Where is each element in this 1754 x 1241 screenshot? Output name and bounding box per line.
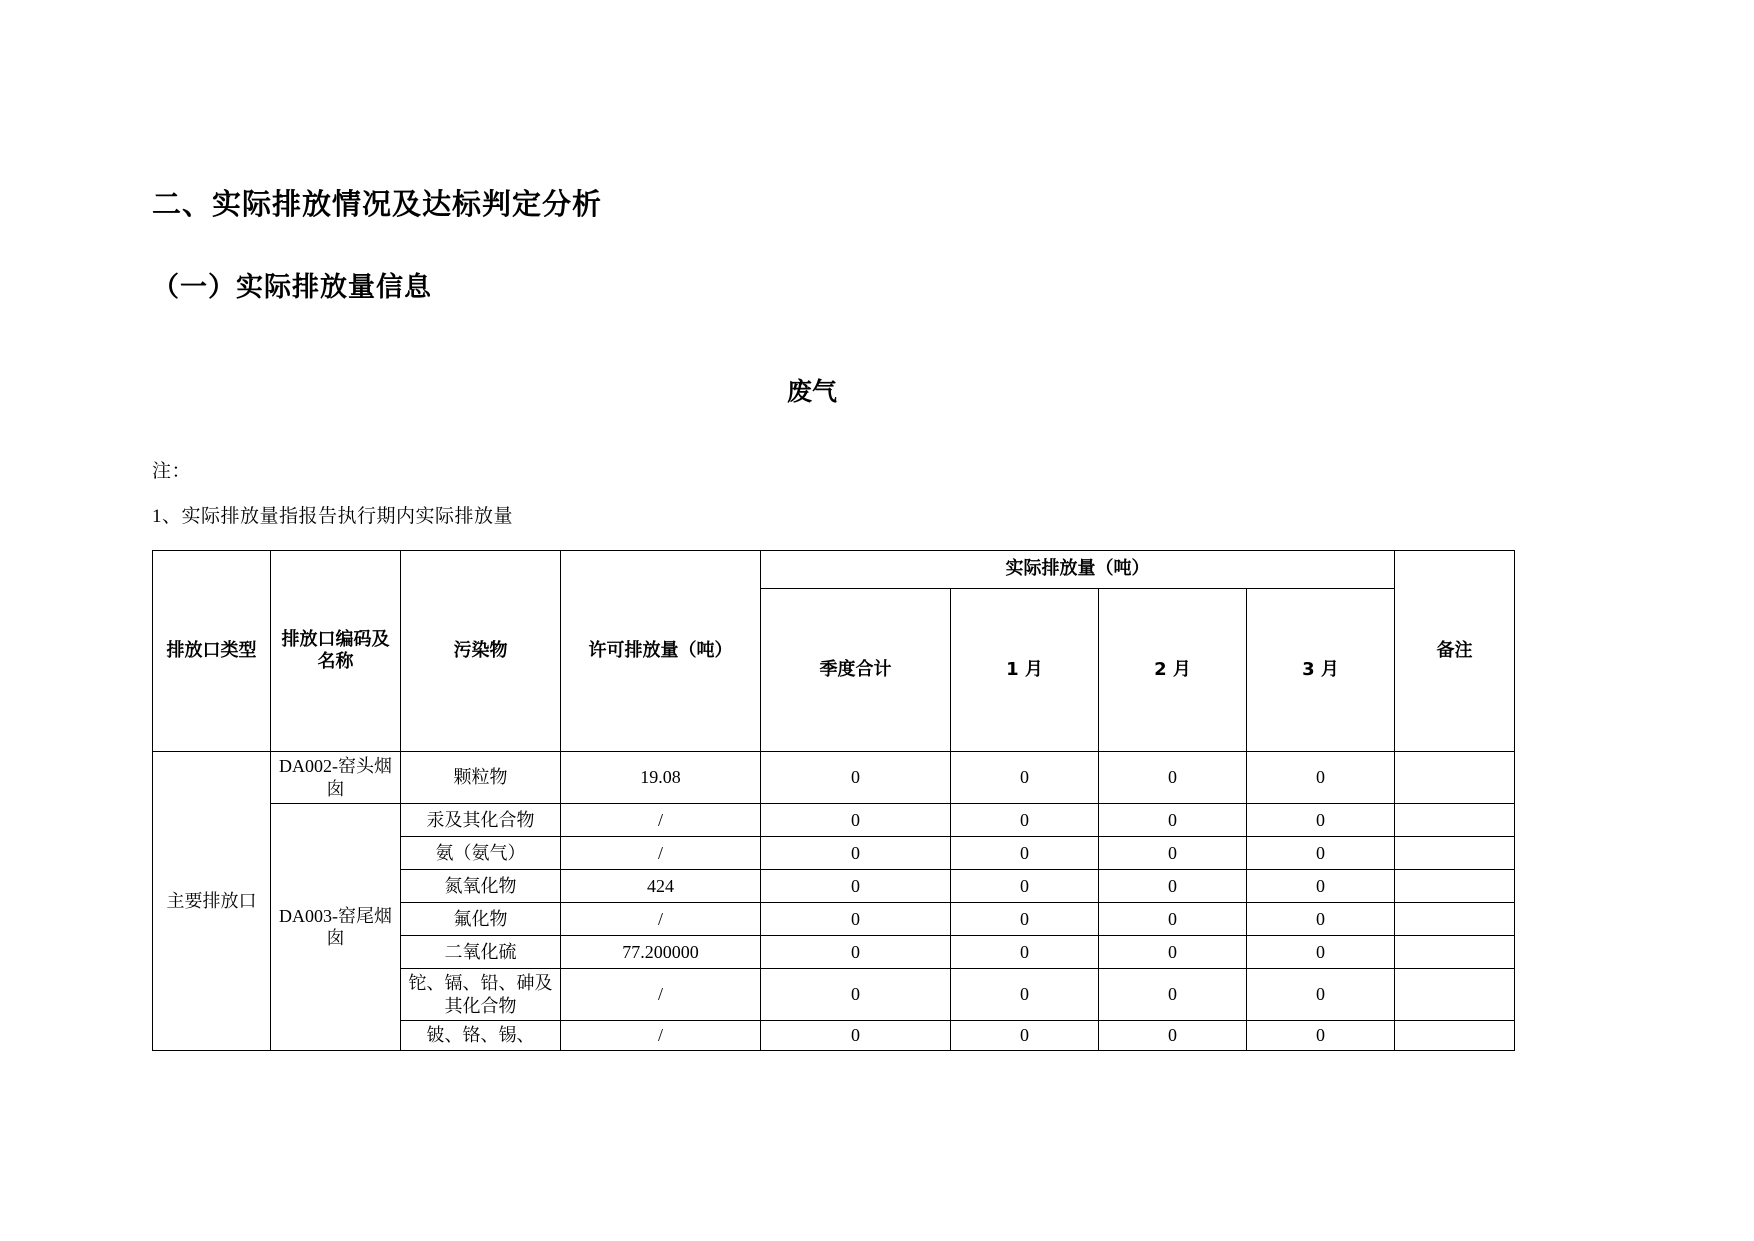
cell-quarter-total: 0 [761, 969, 951, 1021]
cell-month-3: 0 [1247, 969, 1395, 1021]
header-remark: 备注 [1395, 551, 1515, 752]
cell-permitted: / [561, 837, 761, 870]
cell-outlet-code-name: DA003-窑尾烟囱 [271, 804, 401, 1051]
cell-permitted: 19.08 [561, 752, 761, 804]
cell-permitted: / [561, 969, 761, 1021]
table-row [153, 804, 1515, 837]
table-caption: 废气 [786, 377, 837, 406]
subsection-title: （一）实际排放量信息 [152, 272, 432, 303]
table-header-row-top [153, 551, 1515, 589]
cell-month-1: 0 [951, 752, 1099, 804]
cell-month-3: 0 [1247, 837, 1395, 870]
cell-month-2: 0 [1099, 870, 1247, 903]
note-item-1: 1、实际排放量指报告执行期内实际排放量 [152, 506, 514, 527]
header-month-1: 1 月 [951, 589, 1099, 752]
cell-month-2: 0 [1099, 936, 1247, 969]
header-actual-group: 实际排放量（吨） [761, 551, 1395, 589]
cell-month-3: 0 [1247, 752, 1395, 804]
cell-permitted: 424 [561, 870, 761, 903]
cell-permitted: / [561, 903, 761, 936]
cell-month-2: 0 [1099, 837, 1247, 870]
cell-remark [1395, 903, 1515, 936]
cell-month-3: 0 [1247, 936, 1395, 969]
cell-outlet-type: 主要排放口 [153, 752, 271, 1051]
cell-month-2: 0 [1099, 804, 1247, 837]
cell-permitted: / [561, 1021, 761, 1051]
cell-quarter-total: 0 [761, 804, 951, 837]
cell-remark [1395, 804, 1515, 837]
cell-month-2: 0 [1099, 1021, 1247, 1051]
cell-remark [1395, 870, 1515, 903]
cell-month-1: 0 [951, 936, 1099, 969]
cell-quarter-total: 0 [761, 936, 951, 969]
cell-remark [1395, 837, 1515, 870]
cell-pollutant: 颗粒物 [401, 752, 561, 804]
cell-pollutant: 二氧化硫 [401, 936, 561, 969]
header-quarter-total: 季度合计 [761, 589, 951, 752]
cell-pollutant: 氮氧化物 [401, 870, 561, 903]
cell-pollutant: 汞及其化合物 [401, 804, 561, 837]
cell-permitted: / [561, 804, 761, 837]
note-label: 注： [152, 461, 192, 482]
cell-month-1: 0 [951, 903, 1099, 936]
cell-remark [1395, 1021, 1515, 1051]
cell-quarter-total: 0 [761, 752, 951, 804]
header-month-2: 2 月 [1099, 589, 1247, 752]
header-pollutant: 污染物 [401, 551, 561, 752]
header-outlet-type: 排放口类型 [153, 551, 271, 752]
cell-month-3: 0 [1247, 903, 1395, 936]
cell-pollutant: 氨（氨气） [401, 837, 561, 870]
emission-table [152, 550, 1515, 1051]
cell-month-3: 0 [1247, 804, 1395, 837]
page-title: 二、实际排放情况及达标判定分析 [152, 187, 603, 221]
cell-quarter-total: 0 [761, 903, 951, 936]
cell-month-2: 0 [1099, 903, 1247, 936]
table-row [153, 752, 1515, 804]
cell-month-3: 0 [1247, 870, 1395, 903]
cell-quarter-total: 0 [761, 870, 951, 903]
cell-month-1: 0 [951, 1021, 1099, 1051]
cell-pollutant: 铍、铬、锡、 [401, 1021, 561, 1051]
header-outlet-code-name: 排放口编码及名称 [271, 551, 401, 752]
cell-quarter-total: 0 [761, 1021, 951, 1051]
cell-remark [1395, 936, 1515, 969]
cell-pollutant: 铊、镉、铅、砷及其化合物 [401, 969, 561, 1021]
cell-permitted: 77.200000 [561, 936, 761, 969]
cell-month-1: 0 [951, 969, 1099, 1021]
cell-month-1: 0 [951, 804, 1099, 837]
cell-month-1: 0 [951, 870, 1099, 903]
cell-remark [1395, 752, 1515, 804]
cell-outlet-code-name: DA002-窑头烟囱 [271, 752, 401, 804]
header-permitted-amount: 许可排放量（吨） [561, 551, 761, 752]
header-month-3: 3 月 [1247, 589, 1395, 752]
cell-quarter-total: 0 [761, 837, 951, 870]
cell-pollutant: 氟化物 [401, 903, 561, 936]
cell-month-3: 0 [1247, 1021, 1395, 1051]
cell-month-2: 0 [1099, 969, 1247, 1021]
cell-remark [1395, 969, 1515, 1021]
cell-month-2: 0 [1099, 752, 1247, 804]
cell-month-1: 0 [951, 837, 1099, 870]
